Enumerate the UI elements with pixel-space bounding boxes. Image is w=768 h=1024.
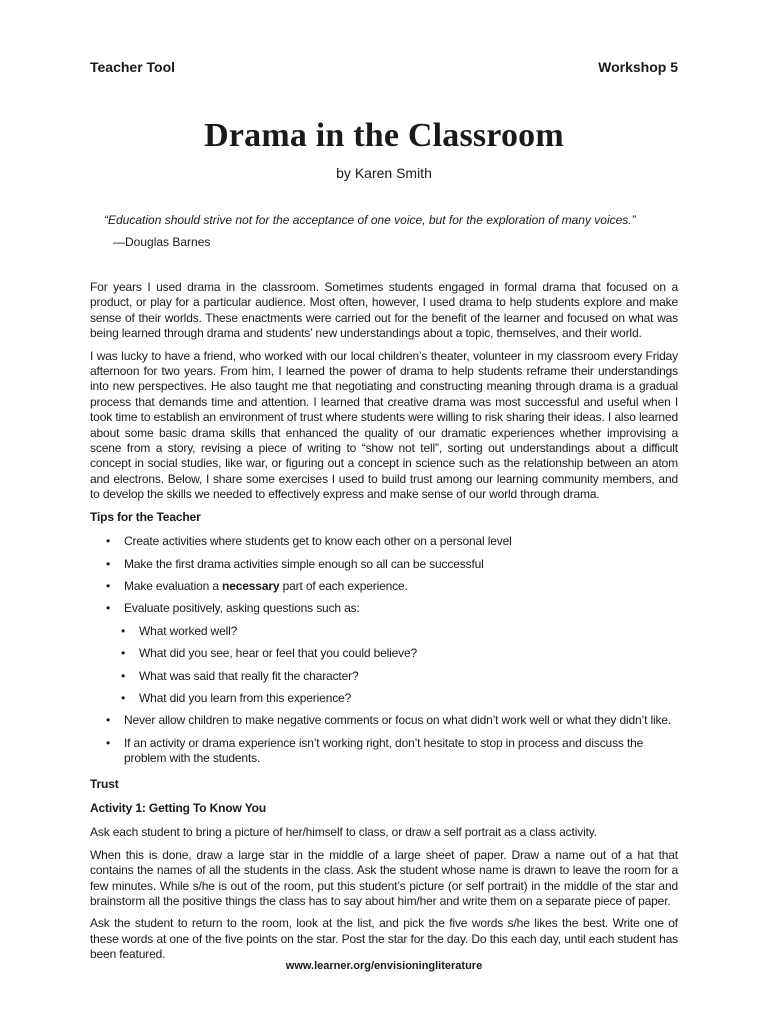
trust-heading: Trust: [90, 776, 119, 791]
header-left: Teacher Tool: [90, 59, 176, 75]
tip-item: • If an activity or drama experience isn’t working right, don’t hesitate to stop in process and discuss the problem with the students.: [90, 736, 678, 767]
epigraph-quote: “Education should strive not for the acceptance of one voice, but for the exploration of many voices.”: [104, 213, 636, 227]
tip-text-before: Make evaluation a: [124, 578, 223, 593]
tip-item: [90, 579, 678, 594]
tip-item: • Create activities where students get to know each other on a personal level: [90, 534, 678, 549]
footer-url: www.learner.org/envisioningliterature: [285, 960, 483, 972]
activity-heading: Activity 1: Getting To Know You: [90, 800, 267, 815]
activity-paragraph-2: When this is done, draw a large star in the middle of a large sheet of paper. Draw a name out of a hat that contains the names of all the students in the class. Ask the student whose name is drawn to leave the room for a few minutes. While s/he is out of the room, put this student’s picture (or self portrait) in the middle of the star and brainstorm all the positive things the class has to say about him/her and write them on a separate piece of paper.: [90, 847, 678, 908]
question-item: • What worked well?: [90, 624, 678, 639]
epigraph-attribution: —Douglas Barnes: [113, 235, 211, 249]
byline: by Karen Smith: [336, 165, 432, 181]
intro-paragraph-1: For years I used drama in the classroom. Sometimes students engaged in formal drama that focused on a product, or play for a particular audience. Most often, however, I used drama to help students explore and make sense of their worlds. These enactments were carried out for the benefit of the learner and focused on what was being learned through drama and students’ new understandings about a topic, themselves, and their world.: [90, 280, 678, 341]
tip-item: • Never allow children to make negative comments or focus on what didn’t work well or what they didn’t like.: [90, 713, 678, 728]
tip-item: • Make the first drama activities simple enough so all can be successful: [90, 557, 678, 572]
intro-paragraph-2: I was lucky to have a friend, who worked with our local children’s theater, volunteer in my classroom every Friday afternoon for two years. From him, I learned the power of drama to help students reframe their understandings into new perspectives. He also taught me that negotiating and constructing meaning through drama is a gradual process that demands time and attention. I learned that creative drama was most successful and useful when I took time to establish an environment of trust where students were willing to risk sharing their ideas. I also learned about some basic drama skills that enhanced the quality of our dramatic experiences whether improvising a scene from a story, revising a piece of writing to “show not tell”, sorting out understandings about a difficult concept in social studies, like war, or figuring out a concept in science such as the relationship between an atom and electrons. Below, I share some exercises I used to build trust among our learning community members, and to develop the skills we needed to effectively express and make sense of our world through drama.: [90, 348, 678, 502]
activity-paragraph-3: Ask the student to return to the room, look at the list, and pick the five words s/he likes the best. Write one of these words at one of the five points on the star. Post the star for the day. Do this each day, until each student has been featured.: [90, 916, 678, 962]
tips-list: [90, 534, 678, 766]
article-body: [90, 280, 678, 970]
activity-paragraph-1: Ask each student to bring a picture of her/himself to class, or draw a self portrait as a class activity.: [90, 825, 597, 840]
tips-heading: Tips for the Teacher: [90, 509, 201, 524]
tip-item: • Evaluate positively, asking questions such as:: [90, 601, 678, 616]
question-item: • What did you learn from this experience?: [90, 691, 678, 706]
header-right: Workshop 5: [598, 59, 678, 75]
question-item: • What did you see, hear or feel that you could believe?: [90, 646, 678, 661]
tip-text-after: part of each experience.: [279, 578, 408, 593]
tip-emphasis: necessary: [222, 578, 280, 593]
question-item: • What was said that really fit the character?: [90, 669, 678, 684]
page-title: Drama in the Classroom: [204, 117, 564, 154]
